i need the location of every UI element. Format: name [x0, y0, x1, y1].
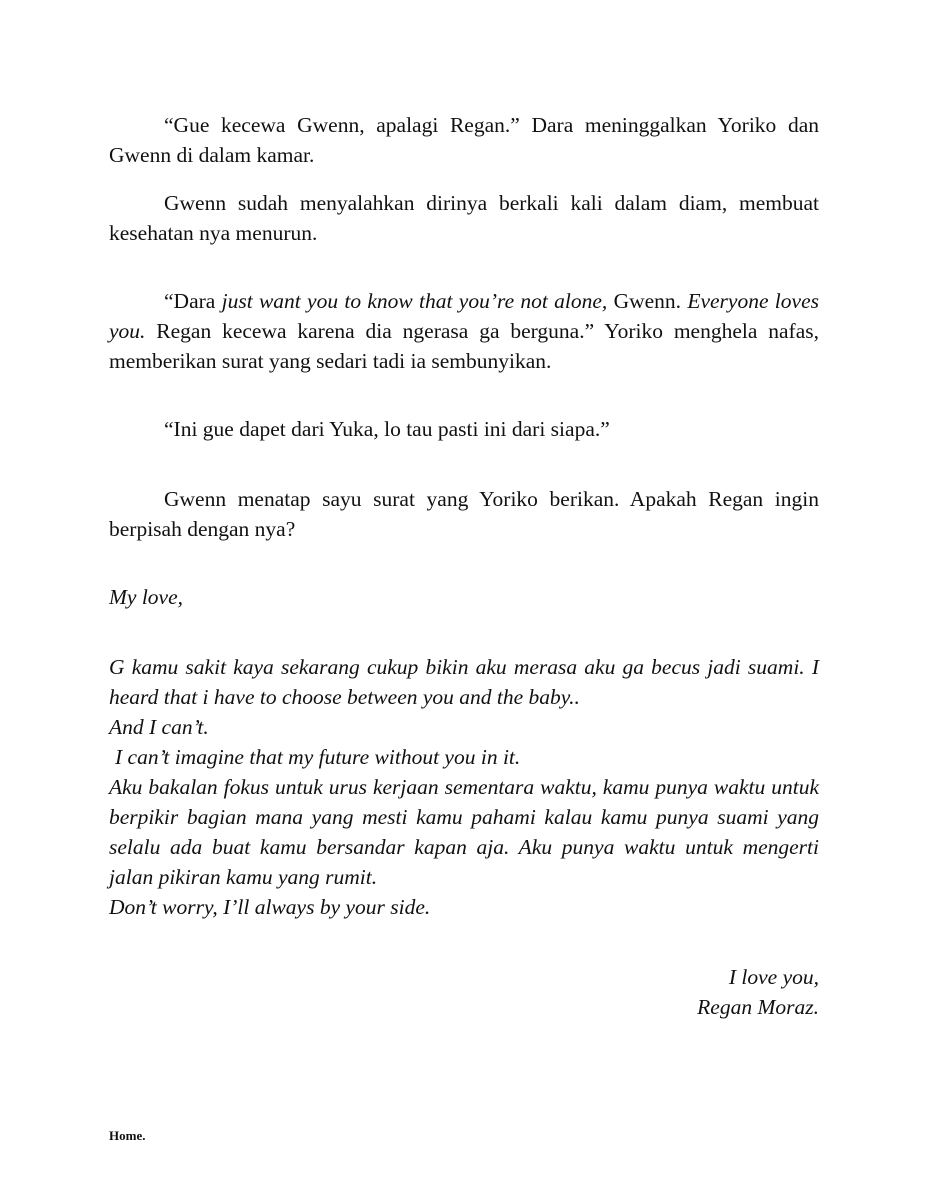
paragraph-3: [109, 286, 819, 376]
letter-line-5: Don’t worry, I’ll always by your side.: [109, 895, 431, 919]
document-page: [109, 102, 819, 1022]
letter-line-1: G kamu sakit kaya sekarang cukup bikin aku merasa aku ga becus jadi suami. I heard that i have to choose between you and the baby..: [109, 655, 819, 709]
letter-greeting: My love,: [109, 585, 184, 609]
page-footer: Home.: [109, 1128, 146, 1143]
letter-body: [109, 652, 819, 922]
letter-line-4: Aku bakalan fokus untuk urus kerjaan sementara waktu, kamu punya waktu untuk berpikir bagian mana yang mesti kamu pahami kalau kamu punya suami yang selalu ada buat kamu bersandar kapan aja. Aku punya waktu untuk mengerti jalan pikiran kamu yang rumit.: [109, 775, 819, 889]
letter-signoff: [109, 962, 819, 1022]
p3-part-d-italic: Everyone loves you.: [109, 289, 819, 343]
p3-part-e: Regan kecewa karena dia ngerasa ga berguna.” Yoriko menghela nafas, memberikan surat yang sedari tadi ia sembunyikan.: [109, 319, 819, 373]
letter-line-2: And I can’t.: [109, 715, 209, 739]
p3-part-b-italic: just want you to know that you’re not alone,: [221, 289, 608, 313]
paragraph-5: Gwenn menatap sayu surat yang Yoriko berikan. Apakah Regan ingin berpisah dengan nya?: [109, 487, 819, 541]
p3-part-c: Gwenn.: [607, 289, 688, 313]
letter-signature: Regan Moraz.: [697, 995, 819, 1019]
paragraph-2: Gwenn sudah menyalahkan dirinya berkali kali dalam diam, membuat kesehatan nya menurun.: [109, 191, 819, 245]
paragraph-4: “Ini gue dapet dari Yuka, lo tau pasti ini dari siapa.”: [164, 417, 610, 441]
p3-part-a: “Dara: [164, 289, 222, 313]
letter-closing: I love you,: [728, 965, 819, 989]
paragraph-1: “Gue kecewa Gwenn, apalagi Regan.” Dara meninggalkan Yoriko dan Gwenn di dalam kamar.: [109, 113, 819, 167]
letter-line-3: I can’t imagine that my future without you in it.: [115, 745, 521, 769]
